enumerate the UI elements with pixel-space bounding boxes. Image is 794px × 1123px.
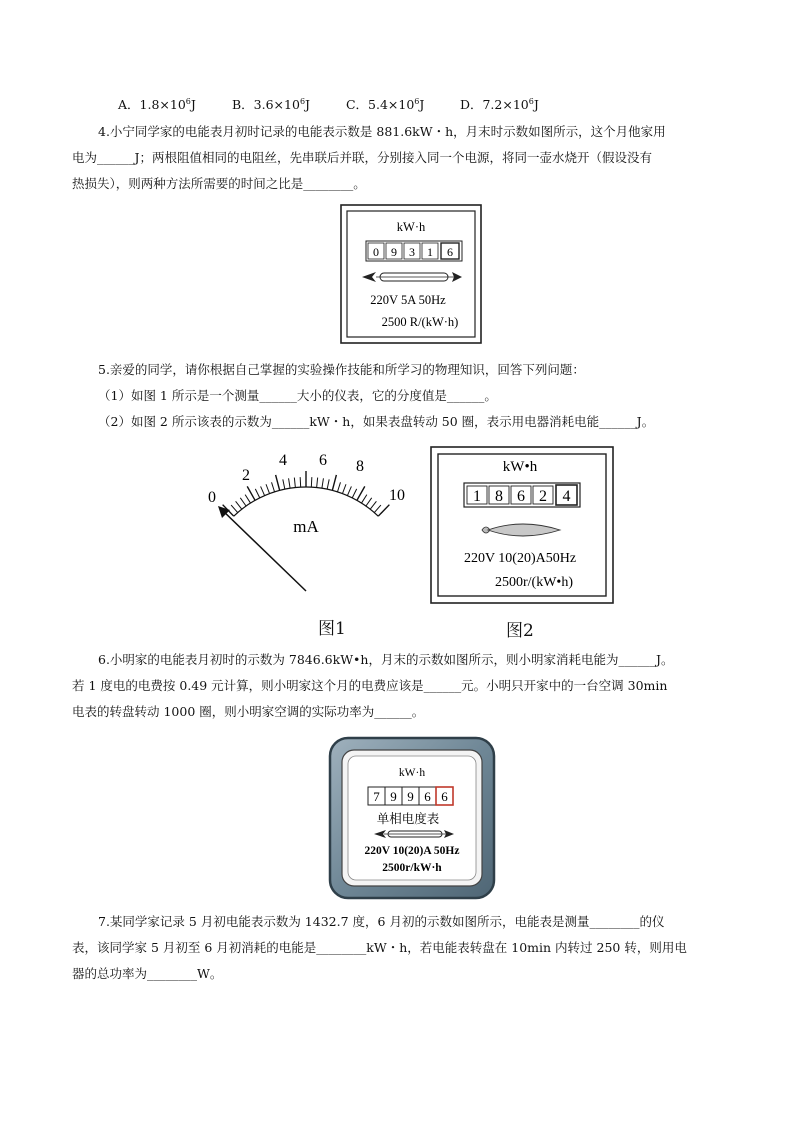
meter3-digit-2: 9 [390,789,397,804]
option-b: B．$3.6\times 10^6J$ [231,96,311,112]
meter2-digit-1: 1 [473,488,481,505]
dial-minor-tick [255,489,259,498]
meter3-spec-1: 220V 10(20)A 50Hz [364,845,460,857]
dial-label-2: 2 [242,467,250,484]
dial-label-10: 10 [389,487,405,504]
meter2-digit-5: 4 [562,488,571,505]
meter2-spec-2: 2500r/(kW•h) [495,575,573,590]
meter1-digit-3: 3 [409,245,415,259]
meter3-digit-4: 6 [424,789,431,804]
dial-major-tick [332,475,336,490]
dial-minor-tick [245,495,250,503]
dial-major-tick [357,486,365,500]
meter2-digit-3: 6 [517,488,525,505]
q5-line-2: （1）如图 1 所示是一个测量______大小的仪表，它的分度值是______。 [98,388,497,403]
dial-minor-tick [317,478,318,488]
dial-minor-tick [311,477,312,487]
meter2-unit: kW•h [502,459,538,475]
q3-options [118,97,539,113]
dial-minor-tick [240,498,246,506]
dial-minor-tick [327,479,329,489]
q6-line-2: 若 1 度电的电费按 0.49 元计算，则小明家这个月的电费应该是______元。小明只开家中的一台空调 30min [72,678,668,693]
option-d: D．$7.2\times 10^6J$ [459,96,539,112]
dial-minor-tick [370,501,376,509]
figure-2-label: 图2 [506,621,534,641]
dial-label-8: 8 [356,458,364,475]
meter1-digit-1: 0 [373,245,379,259]
dial-minor-tick [322,478,324,488]
q5-line-3: （2）如图 2 所示该表的示数为______kW・h，如果表盘转动 50 圈，表示用电器消耗电能______J。 [98,414,655,429]
option-c: C．$5.4\times 10^6J$ [345,96,425,112]
meter3-unit: kW·h [398,767,426,779]
dial-label-0: 0 [208,489,216,506]
q5-line-1: 5.亲爱的同学，请你根据自己掌握的实验操作技能和所学习的物理知识，回答下列问题： [98,362,585,377]
dial-major-tick [247,486,255,500]
q7-line-1: 7.某同学家记录 5 月初电能表示数为 1432.7 度，6 月初的示数如图所示，电能表是测量________的仪 [98,914,665,929]
dial-minor-tick [231,505,238,513]
q7-line-3: 器的总功率为________W。 [72,966,223,981]
energy-meter-2 [430,446,614,604]
meter1-spec-2: 2500 R/(kW·h) [381,315,459,329]
meter1-digit-4: 1 [427,245,433,259]
dial-arc [234,487,378,516]
dial-minor-tick [347,486,351,495]
dial-minor-tick [272,482,275,492]
dial-minor-tick [352,489,356,498]
energy-meter-3 [328,736,496,900]
dial-minor-tick [261,486,265,495]
energy-meter-1 [340,204,482,344]
meter1-spec-1: 220V 5A 50Hz [370,293,446,307]
q6-line-3: 电表的转盘转动 1000 圈，则小明家空调的实际功率为______。 [72,704,425,719]
meter3-spec-2: 2500r/kW·h [382,862,442,874]
meter3-digit-5: 6 [441,789,448,804]
dial-unit: mA [293,517,319,536]
meter3-digit-3: 9 [407,789,414,804]
dial-minor-tick [283,479,285,489]
dial-minor-tick [236,501,242,509]
q7-line-2: 表，该同学家 5 月初至 6 月初消耗的电能是________kW・h，若电能表转盘在 10min 内转过 250 转，则用电 [72,940,687,955]
q4-line-1: 4.小宁同学家的电能表月初时记录的电能表示数是 881.6kW・h，月末时示数如图所示，这个月他家用 [98,124,666,139]
q4-line-2: 电为______J；两根阻值相同的电阻丝，先串联后并联，分别接入同一个电源，将同一壶水烧开（假设没有 [72,150,653,165]
dial-minor-tick [374,505,381,513]
meter1-unit: kW·h [396,220,426,234]
q4-line-3: 热损失），则两种方法所需要的时间之比是________。 [72,176,366,191]
dial-label-6: 6 [319,452,327,469]
meter2-digit-2: 8 [495,488,503,505]
dial-minor-tick [300,477,301,487]
dial-minor-tick [342,484,346,493]
dial-minor-tick [266,484,270,493]
meter3-name: 单相电度表 [376,811,440,826]
meter1-digit-5: 6 [447,245,453,259]
dial-label-4: 4 [279,452,287,469]
milliammeter-dial [200,444,420,600]
dial-minor-tick [289,478,291,488]
dial-minor-tick [294,478,295,488]
dial-minor-tick [366,498,372,506]
dial-major-tick [276,475,280,490]
meter2-digit-4: 2 [539,488,547,505]
dial-minor-tick [362,495,367,503]
q6-line-1: 6.小明家的电能表月初时的示数为 7846.6kW•h，月末的示数如图所示，则小明家消耗电能为______J。 [98,652,674,667]
figure-1-label: 图1 [318,619,346,639]
meter3-digit-1: 7 [373,789,380,804]
option-a: A．$1.8\times 10^6J$ [118,96,196,112]
dial-minor-tick [337,482,340,492]
meter1-digit-2: 9 [391,245,397,259]
meter2-spec-1: 220V 10(20)A50Hz [463,551,577,566]
